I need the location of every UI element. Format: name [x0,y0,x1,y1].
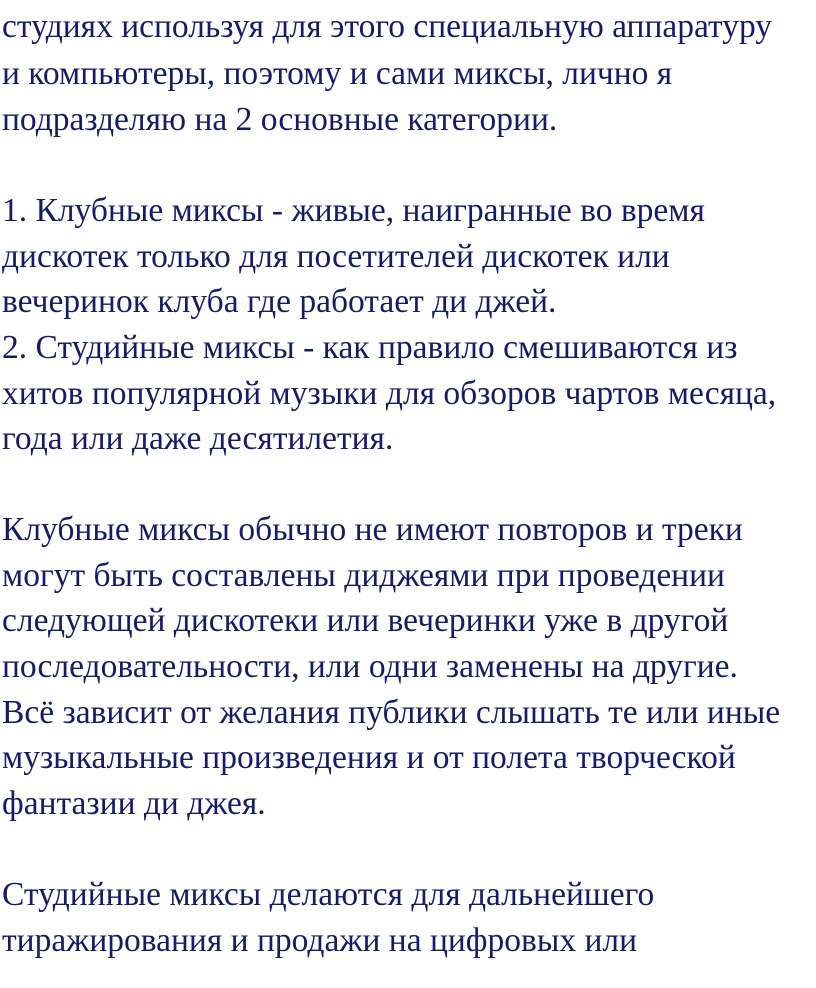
text-line: подразделяю на 2 основные категории. [2,101,558,138]
text-line: Клубные миксы обычно не имеют повторов и треки [2,511,743,548]
text-line: и компьютеры, поэтому и сами миксы, лично я [2,55,673,92]
text-line: могут быть составлены диджеями при проведении [2,557,725,594]
text-line: дискотек только для посетителей дискотек или [2,238,670,275]
text-line: тиражирования и продажи на цифровых или [2,922,638,959]
text-line: 1. Клубные миксы - живые, наигранные во время [2,192,705,229]
text-line: последовательности, или одни заменены на другие. [2,648,738,685]
text-line: музыкальные произведения и от полета творческой [2,739,736,776]
text-line: Студийные миксы делаются для дальнейшего [2,876,655,913]
text-line: вечеринок клуба где работает ди джей. [2,283,557,320]
text-line: 2. Студийные миксы - как правило смешиваются из [2,329,738,366]
text-line: Всё зависит от желания публики слышать те или иные [2,694,781,731]
text-line: студиях используя для этого специальную аппаратуру [2,8,773,45]
text-line: фантазии ди джея. [2,785,266,822]
text-line: года или даже десятилетия. [2,420,394,457]
text-line: следующей дискотеки или вечеринки уже в другой [2,602,729,639]
text-line: хитов популярной музыки для обзоров чартов месяца, [2,375,777,412]
